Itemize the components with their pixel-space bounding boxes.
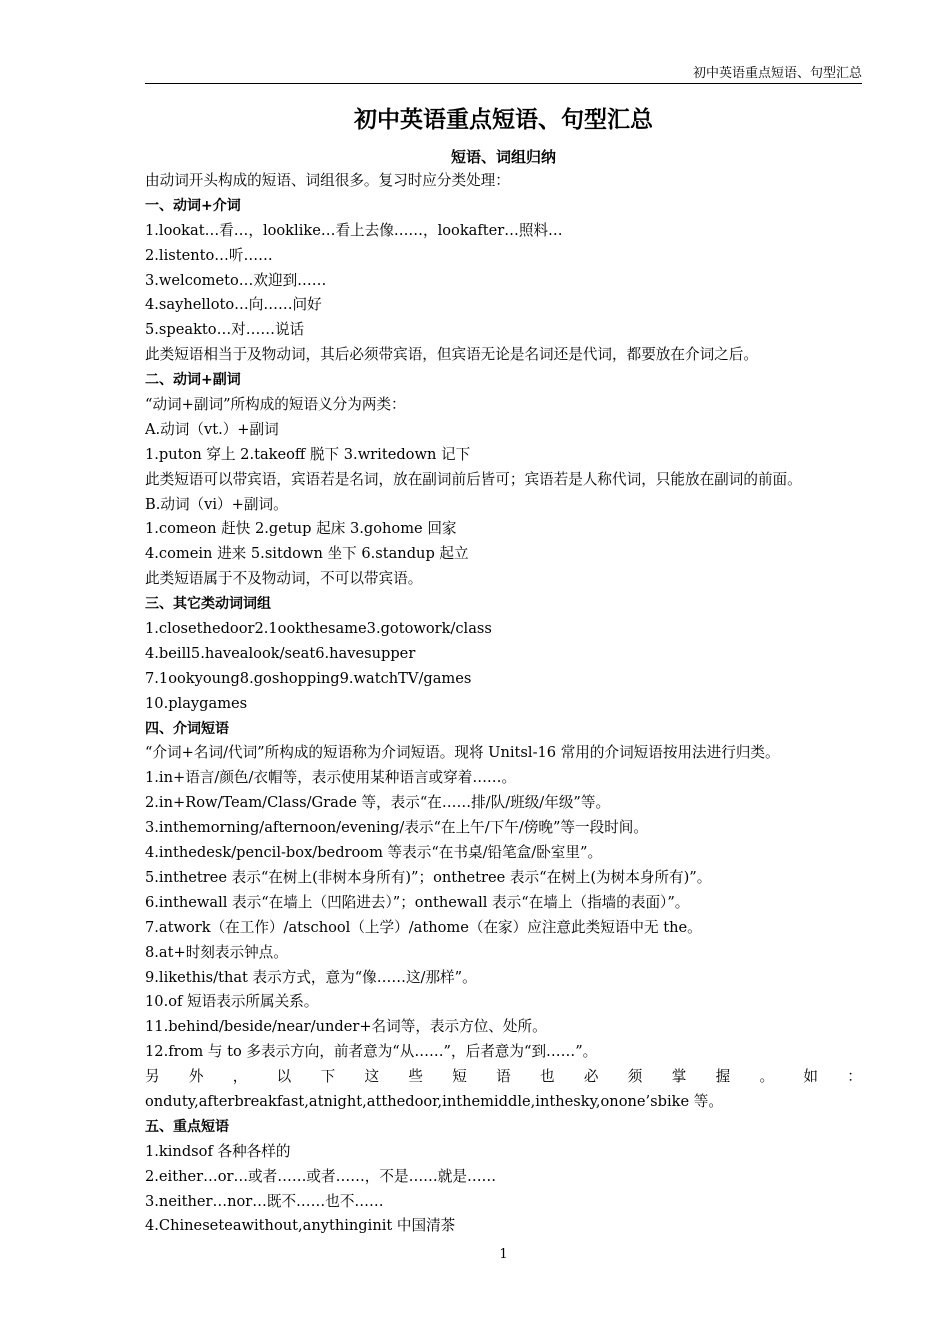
body-line: 12.from 与 to 多表示方向，前者意为“从……”，后者意为“到……”。 [145,1043,598,1061]
body-line: 3.neither…nor…既不……也不…… [145,1192,384,1210]
body-line: 1.in+语言/颜色/衣帽等，表示使用某种语言或穿着……。 [145,769,517,787]
body-line: 2.in+Row/Team/Class/Grade 等，表示“在……排/队/班级/年级”等。 [145,794,611,812]
body-line: 4.comein 进来 5.sitdown 坐下 6.standup 起立 [145,545,469,563]
body-line: 此类短语相当于及物动词，其后必须带宾语，但宾语无论是名词还是代词，都要放在介词之后。 [145,346,758,364]
body-line: “介词+名词/代词”所构成的短语称为介词短语。现将 Unitsl-16 常用的介词短语按用法进行归类。 [145,744,780,762]
body-line: 2.either…or…或者……或者……，不是……就是…… [145,1167,497,1185]
section-heading: 三、其它类动词词组 [145,596,271,613]
body-line: 1.puton 穿上 2.takeoff 脱下 3.writedown 记下 [145,445,471,463]
justified-char: 以 [276,1068,292,1086]
body-line: 此类短语属于不及物动词，不可以带宾语。 [145,570,423,588]
section-heading: 二、动词+副词 [145,372,241,389]
body-line: 5.speakto…对……说话 [145,321,305,339]
body-line: onduty,afterbreakfast,atnight,atthedoor,inthemiddle,inthesky,onone’sbike 等。 [145,1092,723,1110]
body-line: 7.atwork（在工作）/atschool（上学）/athome（在家）应注意此类短语中无 the。 [145,918,702,936]
justified-char: 些 [408,1068,423,1086]
justified-char: ： [847,1068,862,1086]
justified-char: 握 [715,1068,731,1086]
justified-char: 短 [452,1068,467,1086]
body-line: 1.lookat…看…，looklike…看上去像……，lookafter…照料… [145,221,563,239]
body-line: 8.at+时刻表示钟点。 [145,943,288,961]
body-line: 9.likethis/that 表示方式，意为“像……这/那样”。 [145,968,477,986]
document-body [145,169,862,1239]
body-line: B.动词（vi）+副词。 [145,495,288,513]
justified-char: 必 [583,1068,599,1086]
justified-char: 须 [627,1068,643,1086]
body-line: 1.comeon 赶快 2.getup 起床 3.gohome 回家 [145,520,457,538]
section-heading: 四、介词短语 [145,720,229,737]
body-line: 4.sayhelloto…向……问好 [145,296,322,314]
body-line [145,1065,862,1090]
body-line: 6.inthewall 表示“在墙上（凹陷进去）”；onthewall 表示“在墙上（指墙的表面）”。 [145,893,690,911]
body-line: 3.inthemorning/afternoon/evening/表示“在上午/下午/傍晚”等一段时间。 [145,819,648,837]
body-line: 1.closethedoor2.1ookthesame3.gotowork/class [145,620,492,638]
body-line: 3.welcometo…欢迎到…… [145,271,327,289]
body-line: 由动词开头构成的短语、词组很多。复习时应分类处理： [145,172,510,189]
body-line: 10.of 短语表示所属关系。 [145,993,319,1011]
justified-char: ， [232,1068,248,1086]
justified-char: 外 [188,1068,204,1086]
body-line: 11.behind/beside/near/under+名词等，表示方位、处所。 [145,1018,547,1036]
document-subtitle: 短语、词组归纳 [450,148,556,166]
justified-char: 这 [364,1068,380,1086]
justified-char: 掌 [671,1068,687,1086]
justified-char: 语 [496,1068,511,1086]
body-line: 4.beill5.havealook/seat6.havesupper [145,644,416,662]
section-heading: 一、动词+介词 [145,197,241,214]
page-number: 1 [499,1247,508,1262]
body-line: 7.1ookyoung8.goshopping9.watchTV/games [145,669,472,687]
body-line: 4.inthedesk/pencil-box/bedroom 等表示“在书桌/铅笔盒/卧室里”。 [145,844,603,862]
running-header: 初中英语重点短语、句型汇总 [692,66,862,81]
body-line: 此类短语可以带宾语，宾语若是名词，放在副词前后皆可；宾语若是人称代词，只能放在副词的前面。 [145,470,802,488]
body-line: 10.playgames [145,694,248,712]
body-line: “动词+副词”所构成的短语义分为两类： [145,396,406,414]
header-rule [145,83,862,84]
body-line: 4.Chineseteawithout,anythinginit 中国清茶 [145,1217,456,1235]
body-line: 2.listento…听…… [145,246,273,264]
justified-char: 另 [145,1068,160,1086]
justified-char: 如 [803,1068,818,1086]
justified-char: 。 [759,1068,775,1086]
justified-char: 下 [320,1068,336,1086]
section-heading: 五、重点短语 [145,1118,229,1135]
body-line: A.动词（vt.）+副词 [145,420,279,438]
body-line: 5.inthetree 表示“在树上(非树本身所有)”；onthetree 表示“在树上(为树本身所有)”。 [145,868,712,886]
document-title: 初中英语重点短语、句型汇总 [354,107,653,133]
body-line: 1.kindsof 各种各样的 [145,1142,291,1160]
justified-char: 也 [540,1068,555,1086]
